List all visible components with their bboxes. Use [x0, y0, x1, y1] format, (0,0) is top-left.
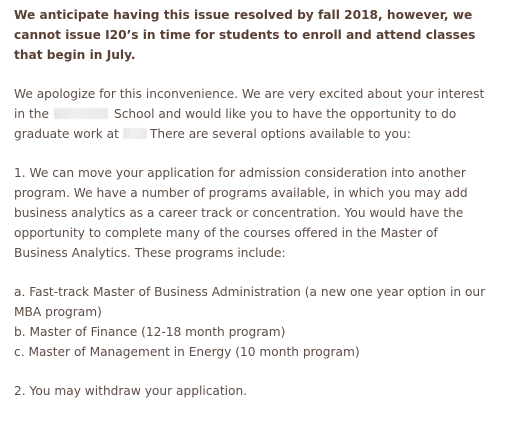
option-two-paragraph [14, 382, 500, 402]
program-item-a: a. Fast-track Master of Business Administration (a new one year option in our [14, 285, 486, 300]
apology-paragraph [14, 85, 500, 144]
option-one-line: 1. We can move your application for admission consideration into another [14, 166, 466, 181]
heading-paragraph [14, 6, 500, 65]
option-one-line: Business Analytics. These programs include: [14, 245, 286, 260]
programs-list [14, 283, 500, 362]
apology-line: We apologize for this inconvenience. We are very excited about your interest [14, 87, 485, 102]
heading-line: that begin in July. [14, 47, 136, 62]
letter-body [14, 6, 500, 402]
heading-line: cannot issue I20’s in time for students to enroll and attend classes [14, 27, 476, 42]
redacted-school-name [54, 108, 108, 119]
program-item-a-continued: MBA program) [14, 304, 102, 319]
redacted-university-name [123, 128, 147, 139]
program-item-b: b. Master of Finance (12-18 month program) [14, 324, 286, 339]
paragraph-gap [14, 362, 500, 382]
apology-line [14, 125, 500, 145]
paragraph-gap [14, 65, 500, 85]
paragraph-gap [14, 145, 500, 165]
apology-text: There are several options available to you: [149, 126, 411, 141]
heading-line: We anticipate having this issue resolved by fall 2018, however, we [14, 8, 473, 22]
apology-text: in the [14, 106, 49, 121]
option-two-line: 2. You may withdraw your application. [14, 384, 248, 399]
apology-text: School and would like you to have the opportunity to do [114, 106, 457, 121]
program-item-c: c. Master of Management in Energy (10 month program) [14, 344, 360, 359]
apology-line [14, 105, 500, 125]
option-one-line: opportunity to complete many of the courses offered in the Master of [14, 225, 438, 240]
option-one-paragraph [14, 164, 500, 263]
paragraph-gap [14, 263, 500, 283]
option-one-line: business analytics as a career track or concentration. You would have the [14, 205, 464, 220]
option-one-line: program. We have a number of programs available, in which you may add [14, 186, 468, 201]
apology-text: graduate work at [14, 126, 119, 141]
